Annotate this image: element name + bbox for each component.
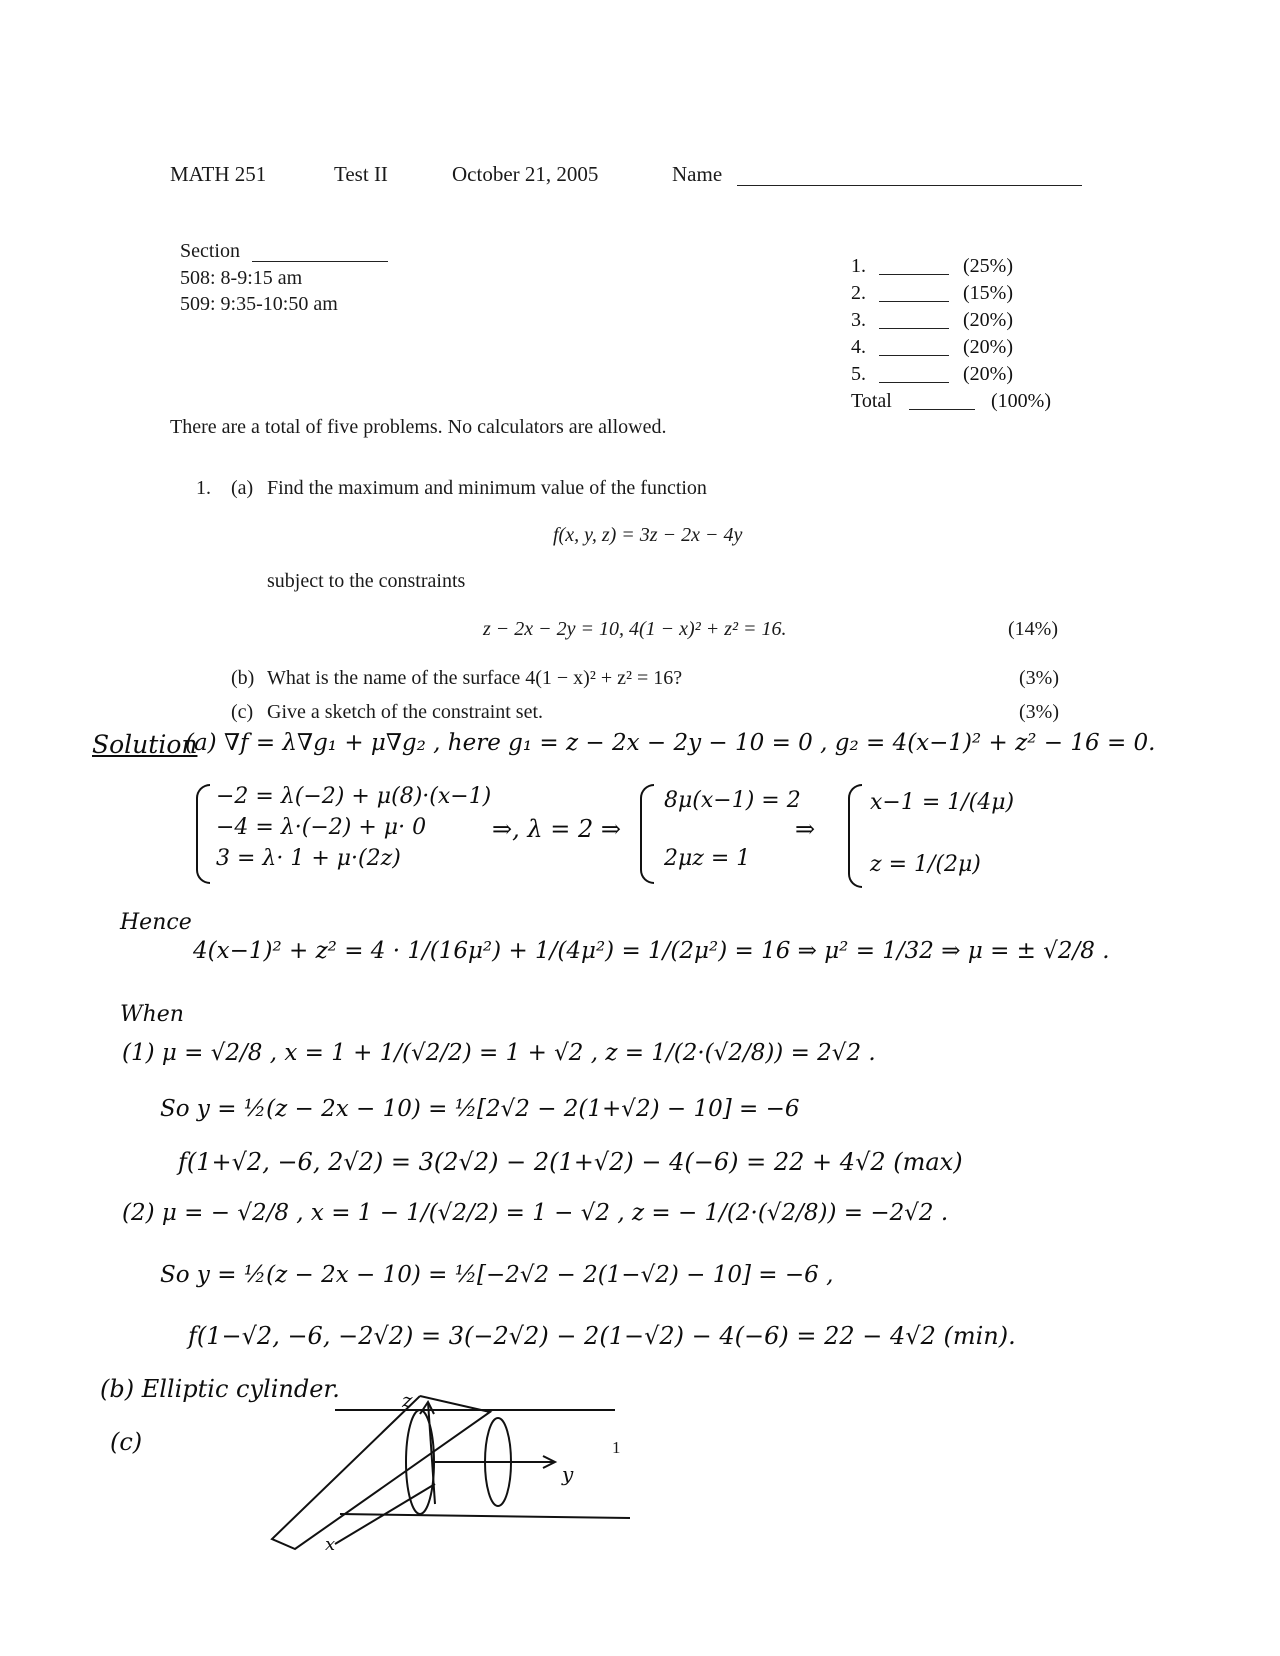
solution-title: Solution <box>92 730 198 759</box>
score-blank[interactable] <box>879 339 949 356</box>
score-num: 1. <box>851 255 866 277</box>
part-c-text: Give a sketch of the constraint set. <box>267 701 544 723</box>
score-row <box>851 307 1061 334</box>
score-num: 3. <box>851 309 866 331</box>
score-total-blank[interactable] <box>909 393 975 410</box>
sketch-z-label: z <box>402 1388 413 1412</box>
name-field-line[interactable] <box>737 185 1082 186</box>
part-a-label: (a) <box>231 477 254 499</box>
test-title: Test II <box>334 162 388 186</box>
score-row <box>851 253 1061 280</box>
system-3-eq-2: z = 1/(2μ) <box>870 852 981 877</box>
system-1-brace <box>196 784 210 884</box>
score-total-pct: (100%) <box>991 390 1051 412</box>
score-pct: (25%) <box>963 255 1013 277</box>
score-pct: (20%) <box>963 309 1013 331</box>
part-b-weight: (3%) <box>1019 667 1059 689</box>
case-2-min: f(1−√2, −6, −2√2) = 3(−2√2) − 2(1−√2) − 4(−6) = 22 − 4√2 (min). <box>188 1322 1016 1350</box>
constraint-sketch <box>260 1384 660 1584</box>
section-field-line[interactable] <box>252 261 388 262</box>
problem-number: 1. <box>196 477 211 499</box>
section-label: Section <box>180 240 240 262</box>
part-c-weight: (3%) <box>1019 701 1059 723</box>
score-num: 2. <box>851 282 866 304</box>
course-code: MATH 251 <box>170 162 267 186</box>
system-1-eq-2: −4 = λ·(−2) + μ· 0 <box>216 815 427 840</box>
part-a-weight: (14%) <box>1008 618 1058 640</box>
case-1-y: So y = ½(z − 2x − 10) = ½[2√2 − 2(1+√2) − 10] = −6 <box>160 1096 800 1122</box>
sketch-y-label: y <box>562 1462 574 1486</box>
subject-to-text: subject to the constraints <box>267 570 466 592</box>
case-2-values: (2) μ = − √2/8 , x = 1 − 1/(√2/2) = 1 − √2 , z = − 1/(2·(√2/8)) = −2√2 . <box>122 1200 949 1226</box>
score-blank[interactable] <box>879 366 949 383</box>
score-blank[interactable] <box>879 285 949 302</box>
test-date: October 21, 2005 <box>452 162 599 186</box>
score-pct: (15%) <box>963 282 1013 304</box>
score-num: 5. <box>851 363 866 385</box>
score-blank[interactable] <box>879 312 949 329</box>
system-1-eq-3: 3 = λ· 1 + μ·(2z) <box>216 846 401 871</box>
section-option-508: 508: 8-9:15 am <box>180 267 303 289</box>
name-label: Name <box>672 162 723 186</box>
score-total-row <box>851 388 1061 415</box>
part-c-answer-label: (c) <box>110 1428 143 1456</box>
hence-label: Hence <box>120 910 192 935</box>
score-row <box>851 334 1061 361</box>
system-1-eq-1: −2 = λ(−2) + μ(8)·(x−1) <box>216 784 492 809</box>
score-row <box>851 280 1061 307</box>
when-label: When <box>120 1002 184 1027</box>
part-b-text: What is the name of the surface 4(1 − x)² + z² = 16? <box>267 667 683 689</box>
part-b-label: (b) <box>231 667 255 689</box>
sketch-one-label: 1 <box>612 1438 621 1457</box>
system-3-eq-1: x−1 = 1/(4μ) <box>870 790 1015 815</box>
score-blank[interactable] <box>879 258 949 275</box>
objective-function: f(x, y, z) = 3z − 2x − 4y <box>553 524 743 546</box>
part-a-text: Find the maximum and minimum value of the function <box>267 477 707 499</box>
score-total-label: Total <box>851 390 892 412</box>
part-b-answer: (b) Elliptic cylinder. <box>100 1375 340 1403</box>
z-axis-arrow <box>420 1402 434 1414</box>
system-2-brace <box>640 784 654 884</box>
part-c-label: (c) <box>231 701 254 723</box>
implies-2: ⇒ <box>795 815 816 843</box>
system-2-eq-2: 2μz = 1 <box>664 846 751 871</box>
score-pct: (20%) <box>963 363 1013 385</box>
implies-lambda: ⇒, λ = 2 ⇒ <box>492 815 621 843</box>
constraints: z − 2x − 2y = 10, 4(1 − x)² + z² = 16. <box>483 618 787 640</box>
system-2-eq-1: 8μ(x−1) = 2 <box>664 788 801 813</box>
sketch-x-label: x <box>325 1534 336 1555</box>
section-option-509: 509: 9:35-10:50 am <box>180 293 338 315</box>
hence-equation: 4(x−1)² + z² = 4 · 1/(16μ²) + 1/(4μ²) = 1/(2μ²) = 16 ⇒ μ² = 1/32 ⇒ μ = ± √2/8 . <box>193 938 1110 964</box>
score-table <box>851 253 1061 415</box>
score-row <box>851 361 1061 388</box>
constraint-plane <box>272 1396 490 1549</box>
case-1-max: f(1+√2, −6, 2√2) = 3(2√2) − 2(1+√2) − 4(−6) = 22 + 4√2 (max) <box>178 1148 963 1176</box>
score-num: 4. <box>851 336 866 358</box>
instructions: There are a total of five problems. No calculators are allowed. <box>170 416 667 438</box>
score-pct: (20%) <box>963 336 1013 358</box>
case-1-values: (1) μ = √2/8 , x = 1 + 1/(√2/2) = 1 + √2 , z = 1/(2·(√2/8)) = 2√2 . <box>122 1040 876 1066</box>
case-2-y: So y = ½(z − 2x − 10) = ½[−2√2 − 2(1−√2) − 10] = −6 , <box>160 1262 834 1288</box>
solution-line-1: (a) ∇f = λ∇g₁ + μ∇g₂ , here g₁ = z − 2x − 2y − 10 = 0 , g₂ = 4(x−1)² + z² − 16 = 0. <box>185 730 1156 756</box>
system-3-brace <box>848 784 862 888</box>
